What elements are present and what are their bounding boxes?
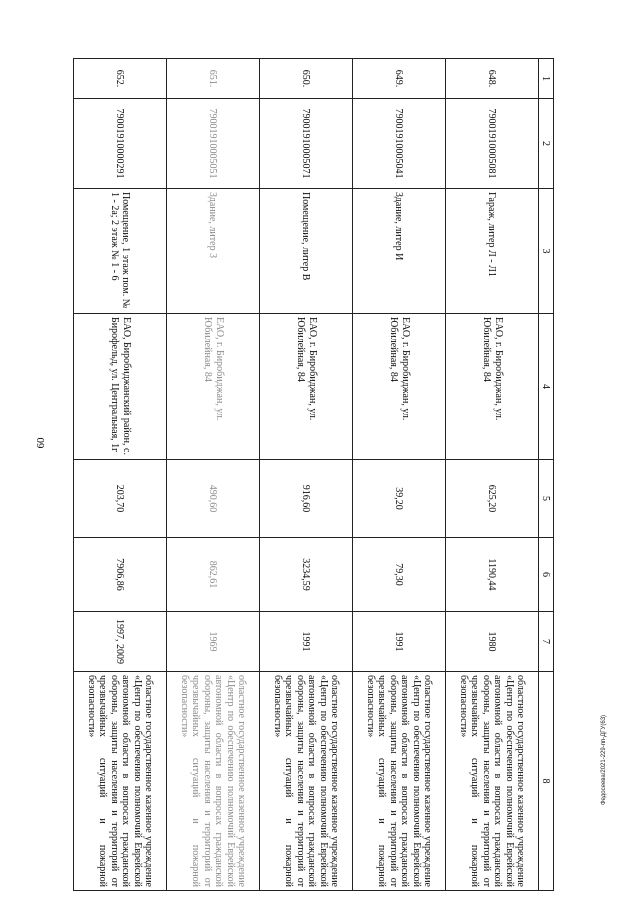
row-number: 648. <box>446 59 539 99</box>
table-region <box>80 58 554 890</box>
object-value: 79,30 <box>353 538 446 612</box>
header-cell-2: 2 <box>539 99 554 189</box>
header-cell-7: 7 <box>539 612 554 672</box>
row-number: 652. <box>74 59 167 99</box>
object-value: 1190,44 <box>446 538 539 612</box>
object-area: 490,60 <box>167 460 260 538</box>
object-name: Здание, литер З <box>167 189 260 314</box>
header-row <box>539 59 554 891</box>
header-cell-4: 4 <box>539 314 554 460</box>
cadastral-number: 79001910005051 <box>167 99 260 189</box>
table-row <box>353 59 446 891</box>
object-name: Здание, литер И <box>353 189 446 314</box>
table-row <box>167 59 260 891</box>
cadastral-number: 79001910005081 <box>446 99 539 189</box>
rotated-table-container <box>80 58 554 890</box>
object-address: ЕАО, Биробиджанский район, с. Бирофельд, ул. Центральная, 1г <box>74 314 167 460</box>
header-cell-8: 8 <box>539 672 554 891</box>
object-year: 1980 <box>446 612 539 672</box>
row-number: 651. <box>167 59 260 99</box>
property-table <box>73 58 554 891</box>
object-name: Помещение, литер В <box>260 189 353 314</box>
cadastral-number: 79001910000291 <box>74 99 167 189</box>
object-year: 1991 <box>353 612 446 672</box>
object-value: 3234,59 <box>260 538 353 612</box>
header-cell-6: 6 <box>539 538 554 612</box>
rights-holder: областное государственное казенное учреждение «Центр по обеспечению полномочий Еврейской автономной области в вопросах гражданской обороны, защиты населения и территорий от чрезвычайных ситуаций и пожарной безопасности» <box>74 672 167 891</box>
header-cell-1: 1 <box>539 59 554 99</box>
object-area: 625,20 <box>446 460 539 538</box>
row-number: 650. <box>260 59 353 99</box>
rights-holder: областное государственное казенное учреждение «Центр по обеспечению полномочий Еврейской автономной области в вопросах гражданской обороны, защиты населения и территорий от чрезвычайных ситуаций и пожарной безопасности» <box>260 672 353 891</box>
object-name: Помещение, 1 этаж пом. № 1 - 2а; 2 этаж № 1 - 6 <box>74 189 167 314</box>
rights-holder: областное государственное казенное учреждение «Центр по обеспечению полномочий Еврейской автономной области в вопросах гражданской обороны, защиты населения и территорий от чрезвычайных ситуаций и пожарной безопасности» <box>167 672 260 891</box>
object-value: 862,61 <box>167 538 260 612</box>
object-area: 39,20 <box>353 460 446 538</box>
header-cell-3: 3 <box>539 189 554 314</box>
page-number: 60 <box>35 437 47 449</box>
object-name: Гараж, литер Л - Л1 <box>446 189 539 314</box>
table-row <box>260 59 353 891</box>
object-address: ЕАО, г. Биробиджан, ул. Юбилейная, 84 <box>260 314 353 460</box>
table-row <box>74 59 167 891</box>
header-cell-5: 5 <box>539 460 554 538</box>
object-address: ЕАО, г. Биробиджан, ул. Юбилейная, 84 <box>167 314 260 460</box>
object-area: 916,60 <box>260 460 353 538</box>
rights-holder: областное государственное казенное учреждение «Центр по обеспечению полномочий Еврейской автономной области в вопросах гражданской обороны, защиты населения и территорий от чрезвычайных ситуаций и пожарной безопасности» <box>446 672 539 891</box>
object-year: 1991 <box>260 612 353 672</box>
rights-holder: областное государственное казенное учреждение «Центр по обеспечению полномочий Еврейской автономной области в вопросах гражданской обороны, защиты населения и территорий от чрезвычайных ситуаций и пожарной безопасности» <box>353 672 446 891</box>
object-address: ЕАО, г. Биробиджан, ул. Юбилейная, 84 <box>353 314 446 460</box>
object-area: 203,70 <box>74 460 167 538</box>
object-year: 1997, 2009 <box>74 612 167 672</box>
cadastral-number: 79001910005041 <box>353 99 446 189</box>
object-address: ЕАО, г. Биробиджан, ул. Юбилейная, 84 <box>446 314 539 460</box>
object-value: 7906,86 <box>74 538 167 612</box>
object-year: 1969 <box>167 612 260 672</box>
cadastral-number: 79001910005071 <box>260 99 353 189</box>
document-footer-code: Федосеева/2021-229-пп-ДГУ(63) <box>601 714 607 806</box>
row-number: 649. <box>353 59 446 99</box>
table-row <box>446 59 539 891</box>
